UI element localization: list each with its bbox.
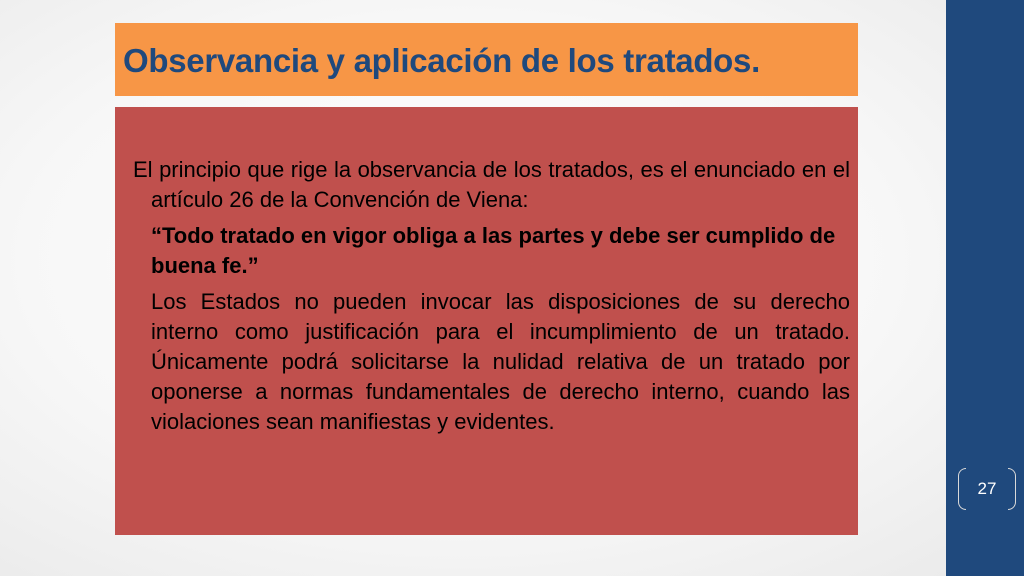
title-box: [115, 23, 858, 96]
paragraph-quote: “Todo tratado en vigor obliga a las partes y debe ser cumplido de buena fe.”: [151, 223, 836, 278]
page-number-badge: [958, 466, 1016, 514]
content-body: [133, 155, 850, 443]
slide-title: Observancia y aplicación de los tratados.: [123, 42, 760, 79]
content-box: [115, 107, 858, 535]
paragraph-principle: El principio que rige la observancia de los tratados, es el enunciado en el artículo 26 de la Convención de Viena:: [133, 157, 850, 212]
page-number: 27: [977, 479, 997, 498]
paragraph-states: Los Estados no pueden invocar las disposiciones de su derecho interno como justificación para el incumplimiento de un tratado. Únicamente podrá solicitarse la nulidad relativa de un tratado por oponerse a normas fundamentales de derecho interno, cuando las violaciones sean manifiestas y evidentes.: [151, 289, 850, 434]
